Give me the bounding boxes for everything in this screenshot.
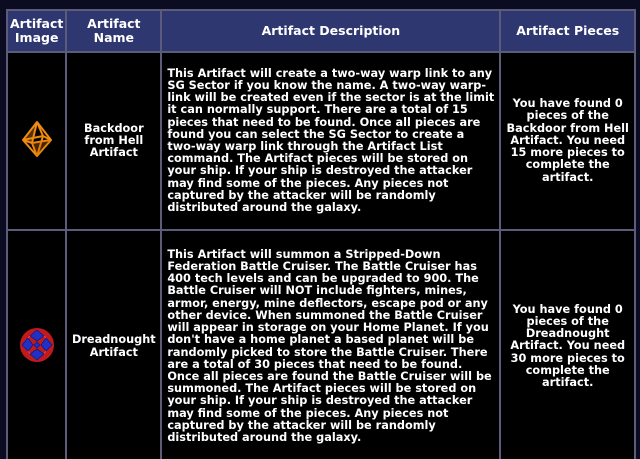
artifact-name: Backdoor from Hell Artifact [67, 53, 160, 229]
artifact-description: This Artifact will create a two-way warp link to any SG Sector if you know the name. A two-way warp-link will be created even if the sector is at the limit it can normally support. There are a total of 15 pieces that need to be found. Once all pieces are found you can select the SG Sector to create a two-way warp link through the Artifact List command. The Artifact pieces will be stored on your ship. If your ship is destroyed the attacker may find some of the pieces. Any pieces not captured by the attacker will be randomly distributed around the galaxy. [162, 53, 499, 229]
table-row [8, 53, 634, 229]
artifacts-table [6, 9, 636, 459]
header-artifact-name: Artifact Name [67, 11, 160, 51]
header-artifact-pieces: Artifact Pieces [501, 11, 634, 51]
header-artifact-image: Artifact Image [8, 11, 65, 51]
table-row [8, 231, 634, 459]
header-row [8, 11, 634, 51]
orange-octahedron-icon [20, 120, 54, 161]
artifact-description: This Artifact will summon a Stripped-Down Federation Battle Cruiser. The Battle Cruiser has 400 tech levels and can be upgraded to 900. The Battle Cruiser will NOT include fighters, mines, armor, energy, mine deflectors, escape pod or any other device. When summoned the Battle Cruiser will appear in storage on your Home Planet. If you don't have a home planet a based planet will be randomly picked to store the Battle Cruiser. There are a total of 30 pieces that need to be found. Once all pieces are found the Battle Cruiser will be summoned. The Artifact pieces will be stored on your ship. If your ship is destroyed the attacker may find some of the pieces. Any pieces not captured by the attacker will be randomly distributed around the galaxy. [162, 231, 499, 459]
artifact-name: Dreadnought Artifact [67, 231, 160, 459]
artifact-pieces-status: You have found 0 pieces of the Dreadnought Artifact. You need 30 more pieces to complete the artifact. [501, 231, 634, 459]
artifact-pieces-status: You have found 0 pieces of the Backdoor from Hell Artifact. You need 15 more pieces to complete the artifact. [501, 53, 634, 229]
header-artifact-description: Artifact Description [162, 11, 499, 51]
artifact-image-cell [8, 53, 65, 229]
artifact-image-cell [8, 231, 65, 459]
blue-red-polyhedron-icon [17, 325, 57, 368]
